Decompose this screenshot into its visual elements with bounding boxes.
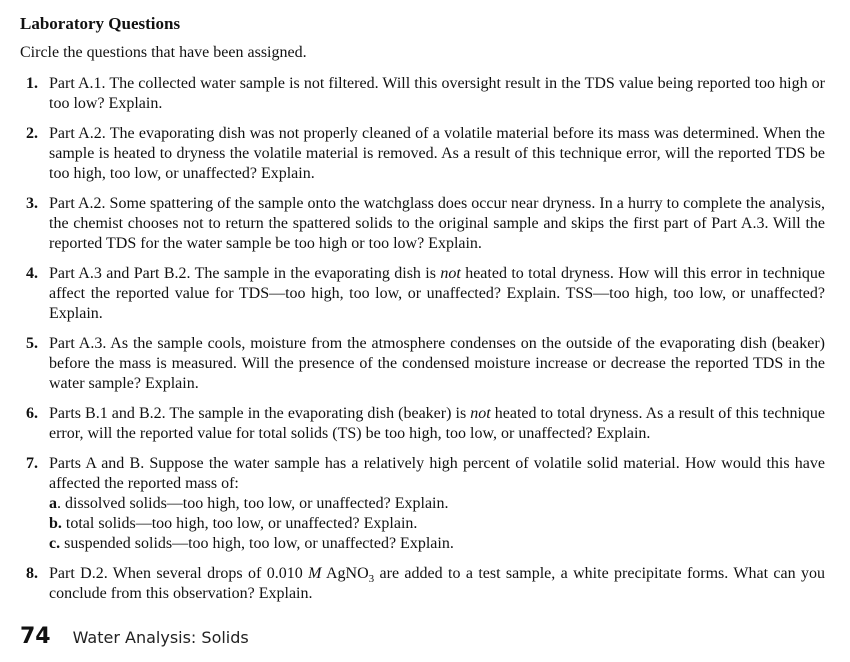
question-number: 3. [26,195,38,212]
sub-question-c: c. suspended solids—too high, too low, or unaffected? Explain. [49,535,454,552]
question-8 [0,564,850,604]
section-heading: Laboratory Questions [20,14,181,33]
question-text: Part A.2. Some spattering of the sample onto the watchglass does occur near dryness. In a hurry to complete the analysis, the chemist chooses not to return the spattered solids to the original sample and skips the first part of Part A.3. Will the reported TDS for the water sample be too high or too low? Explain. [49,195,825,252]
question-1 [0,74,850,114]
question-number: 1. [26,75,38,92]
question-3 [0,194,850,254]
subscript: 3 [368,573,375,586]
question-list [0,74,850,614]
question-4 [0,264,850,324]
emphasis: not [440,265,461,282]
question-number: 4. [26,265,38,282]
chapter-title: Water Analysis: Solids [72,628,249,647]
question-text: Part A.1. The collected water sample is not filtered. Will this oversight result in the TDS value being reported too high or too low? Explain. [49,75,825,112]
question-number: 2. [26,125,38,142]
question-text: Parts B.1 and B.2. The sample in the evaporating dish (beaker) is not heated to total dryness. As a result of this technique error, will the reported value for total solids (TS) be too high, too low, or unaffected? Explain. [49,405,826,442]
question-text: Part A.3 and Part B.2. The sample in the evaporating dish is not heated to total dryness. How will this error in technique affect the reported value for TDS—too high, too low, or unaffected? Explain. TSS—too high, too low, or unaffected? Explain. [49,265,825,322]
question-text: Parts A and B. Suppose the water sample has a relatively high percent of volatile solid material. How would this have affected the reported mass of: [49,455,825,492]
question-number: 7. [26,455,38,472]
molarity-symbol: M [308,565,322,582]
question-text: Part D.2. When several drops of 0.010 M AgNO$_3$ are added to a test sample, a white precipitate forms. What can you conclude from this observation? Explain. [49,565,826,602]
question-7 [0,454,850,554]
question-number: 8. [26,565,38,582]
question-text: Part A.3. As the sample cools, moisture from the atmosphere condenses on the outside of the evaporating dish (beaker) before the mass is measured. Will the presence of the condensed moisture increase or decrease the reported TDS in the water sample? Explain. [49,335,825,392]
question-text: Part A.2. The evaporating dish was not properly cleaned of a volatile material before its mass was determined. When the sample is heated to dryness the volatile material is removed. As a result of this technique error, will the reported TDS be too high, too low, or unaffected? Explain. [49,125,825,182]
sub-question-b: b. total solids—too high, too low, or unaffected? Explain. [49,515,418,532]
emphasis: not [470,405,491,422]
page-footer [20,624,249,654]
sub-question-a: a. dissolved solids—too high, too low, or unaffected? Explain. [49,495,449,512]
page-number: 74 [20,624,51,649]
question-number: 6. [26,405,38,422]
question-6 [0,404,850,444]
question-number: 5. [26,335,38,352]
instructions: Circle the questions that have been assigned. [20,44,307,61]
question-2 [0,124,850,184]
question-5 [0,334,850,394]
